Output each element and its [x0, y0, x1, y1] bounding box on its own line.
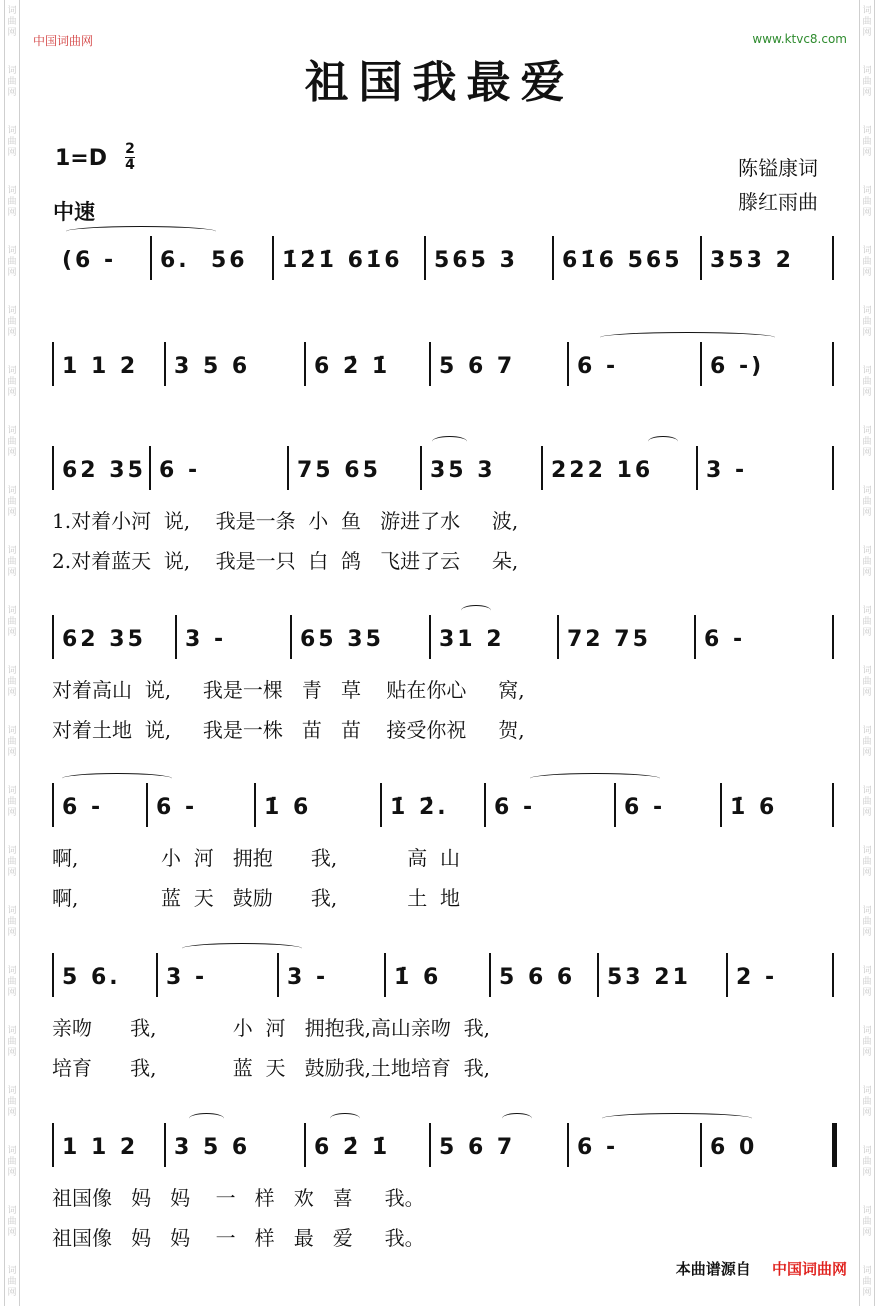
barline	[254, 783, 256, 827]
barline	[429, 1123, 431, 1167]
measure: 6 -	[577, 1135, 619, 1160]
watermark-text: 词 曲 网	[7, 546, 17, 578]
watermark-text: 词 曲 网	[7, 1146, 17, 1178]
song-title: 祖国我最爱	[304, 57, 575, 108]
tempo-marking: 中速	[53, 200, 95, 224]
barline	[380, 783, 382, 827]
lyric-line: 啊, 小 河 拥抱 我, 高 山	[52, 846, 460, 870]
watermark-text: 词 曲 网	[7, 1266, 17, 1298]
slur-arc	[189, 1113, 224, 1124]
watermark-text: 词 曲 网	[862, 546, 872, 578]
watermark-text: 词 曲 网	[7, 1026, 17, 1058]
barline	[484, 783, 486, 827]
watermark-text: 词 曲 网	[7, 966, 17, 998]
barline	[832, 446, 834, 490]
key-signature: 1=D	[55, 146, 108, 171]
barline	[304, 342, 306, 386]
barline	[567, 342, 569, 386]
measure: 2 -	[736, 965, 778, 990]
lyric-line: 啊, 蓝 天 鼓励 我, 土 地	[52, 886, 460, 910]
lyric-line: 亲吻 我, 小 河 拥抱我,高山亲吻 我,	[52, 1016, 491, 1040]
slur-arc	[600, 332, 775, 343]
slur-arc	[648, 436, 678, 447]
measure: 6 -)	[710, 354, 765, 379]
watermark-text: 词 曲 网	[862, 1086, 872, 1118]
measure: 565 3	[434, 248, 518, 273]
lyric-line: 祖国像 妈 妈 一 样 最 爱 我。	[52, 1226, 425, 1250]
measure: 5 6 6	[499, 965, 576, 990]
measure: 1̇ 6	[730, 795, 778, 820]
watermark-text: 词 曲 网	[7, 1086, 17, 1118]
lyric-line: 1.对着小河 说, 我是一条 小 鱼 游进了水 波,	[52, 509, 519, 533]
watermark-text: 词 曲 网	[862, 426, 872, 458]
measure: 6 -	[494, 795, 536, 820]
measure: 65 35	[300, 627, 384, 652]
notes-line	[52, 248, 834, 288]
measure: 6 -	[577, 354, 619, 379]
watermark-text: 词 曲 网	[862, 306, 872, 338]
barline	[164, 1123, 166, 1167]
barline	[832, 783, 834, 827]
measure: 1 1 2	[62, 354, 139, 379]
measure: 1̇2̇1̇ 61̇6	[282, 248, 403, 273]
measure: 1̇ 6	[264, 795, 312, 820]
watermark-text: 词 曲 网	[7, 666, 17, 698]
barline	[597, 953, 599, 997]
notes-line	[52, 795, 834, 835]
barline	[164, 342, 166, 386]
barline	[52, 446, 54, 490]
notes-line	[52, 458, 834, 498]
slur-arc	[66, 226, 216, 237]
barline	[52, 953, 54, 997]
watermark-text: 词 曲 网	[862, 966, 872, 998]
barline	[832, 615, 834, 659]
slur-arc	[330, 1113, 360, 1124]
barline	[52, 1123, 54, 1167]
watermark-text: 词 曲 网	[7, 606, 17, 638]
lyric-line: 对着土地 说, 我是一株 苗 苗 接受你祝 贺,	[52, 718, 525, 742]
barline	[290, 615, 292, 659]
slur-arc	[602, 1113, 752, 1124]
measure: 62 35	[62, 627, 146, 652]
barline	[832, 1123, 837, 1167]
measure: 53 21	[607, 965, 691, 990]
notes-line	[52, 965, 834, 1005]
measure: 6 0	[710, 1135, 758, 1160]
barline	[557, 615, 559, 659]
watermark-text: 词 曲 网	[7, 1206, 17, 1238]
site-name-left[interactable]: 中国词曲网	[33, 34, 94, 48]
composer-credit: 滕红雨曲	[738, 190, 818, 214]
barline	[272, 236, 274, 280]
footer-source	[676, 1258, 847, 1279]
barline	[614, 783, 616, 827]
barline	[384, 953, 386, 997]
watermark-text: 词 曲 网	[862, 366, 872, 398]
watermark-text: 词 曲 网	[7, 726, 17, 758]
measure: 5 6 7	[439, 1135, 516, 1160]
measure: 31 2	[439, 627, 505, 652]
barline	[52, 615, 54, 659]
barline	[700, 1123, 702, 1167]
lyric-line: 祖国像 妈 妈 一 样 欢 喜 我。	[52, 1186, 425, 1210]
barline	[696, 446, 698, 490]
measure: 6 -	[704, 627, 746, 652]
barline	[304, 1123, 306, 1167]
watermark-text: 词 曲 网	[7, 846, 17, 878]
measure: 5 6 7	[439, 354, 516, 379]
measure: 3 -	[287, 965, 329, 990]
barline	[832, 342, 834, 386]
watermark-text: 词 曲 网	[7, 426, 17, 458]
watermark-text: 词 曲 网	[7, 186, 17, 218]
watermark-text: 词 曲 网	[7, 486, 17, 518]
watermark-text: 词 曲 网	[862, 6, 872, 38]
site-url-right[interactable]: www.ktvc8.com	[752, 32, 847, 46]
barline	[720, 783, 722, 827]
watermark-text: 词 曲 网	[862, 846, 872, 878]
watermark-text: 词 曲 网	[7, 6, 17, 38]
barline	[175, 615, 177, 659]
lyric-line: 对着高山 说, 我是一棵 青 草 贴在你心 窝,	[52, 678, 525, 702]
measure: 6 -	[624, 795, 666, 820]
notes-line	[52, 354, 834, 394]
barline	[150, 236, 152, 280]
watermark-text: 词 曲 网	[7, 306, 17, 338]
measure: 1̇ 2̇.	[390, 795, 449, 820]
measure: 1 1 2	[62, 1135, 139, 1160]
barline	[146, 783, 148, 827]
measure: 6 -	[62, 795, 104, 820]
watermark-text: 词 曲 网	[7, 246, 17, 278]
watermark-text: 词 曲 网	[862, 1206, 872, 1238]
barline	[700, 236, 702, 280]
measure: 353 2	[710, 248, 794, 273]
measure: 5 6.	[62, 965, 121, 990]
watermark-text: 词 曲 网	[862, 1026, 872, 1058]
watermark-text: 词 曲 网	[862, 186, 872, 218]
footer-brand-link[interactable]: 中国词曲网	[771, 1260, 847, 1278]
barline	[429, 342, 431, 386]
time-signature-bottom: 4	[125, 157, 135, 173]
barline	[700, 342, 702, 386]
left-watermark-strip	[4, 0, 20, 1306]
measure: 35 3	[430, 458, 496, 483]
measure: 6 2̇ 1̇	[314, 354, 391, 379]
slur-arc	[461, 605, 491, 616]
watermark-text: 词 曲 网	[862, 66, 872, 98]
measure: (6 -	[62, 248, 117, 273]
watermark-text: 词 曲 网	[862, 1266, 872, 1298]
measure: 62 35	[62, 458, 146, 483]
watermark-text: 词 曲 网	[862, 486, 872, 518]
time-signature	[125, 143, 135, 172]
watermark-text: 词 曲 网	[862, 246, 872, 278]
measure: 1̇ 6	[394, 965, 442, 990]
watermark-text: 词 曲 网	[862, 906, 872, 938]
watermark-text: 词 曲 网	[7, 126, 17, 158]
barline	[832, 236, 834, 280]
measure: 61̇6 565	[562, 248, 683, 273]
barline	[52, 342, 54, 386]
barline	[156, 953, 158, 997]
measure: 3 -	[166, 965, 208, 990]
measure: 6 -	[159, 458, 201, 483]
slur-arc	[432, 436, 467, 447]
measure: 6. 56	[160, 248, 248, 273]
measure: 6 -	[156, 795, 198, 820]
barline	[567, 1123, 569, 1167]
barline	[694, 615, 696, 659]
watermark-text: 词 曲 网	[862, 606, 872, 638]
barline	[287, 446, 289, 490]
watermark-text: 词 曲 网	[7, 786, 17, 818]
measure: 3 5 6	[174, 1135, 251, 1160]
lyricist-credit: 陈镒康词	[738, 156, 818, 180]
watermark-text: 词 曲 网	[862, 126, 872, 158]
watermark-text: 词 曲 网	[862, 726, 872, 758]
watermark-text: 词 曲 网	[7, 906, 17, 938]
barline	[541, 446, 543, 490]
barline	[420, 446, 422, 490]
barline	[832, 953, 834, 997]
measure: 75 65	[297, 458, 381, 483]
slur-arc	[530, 773, 660, 784]
measure: 3 5 6	[174, 354, 251, 379]
watermark-text: 词 曲 网	[7, 66, 17, 98]
notes-line	[52, 1135, 834, 1175]
barline	[726, 953, 728, 997]
right-watermark-strip	[859, 0, 875, 1306]
slur-arc	[502, 1113, 532, 1124]
watermark-text: 词 曲 网	[7, 366, 17, 398]
barline	[552, 236, 554, 280]
barline	[489, 953, 491, 997]
notes-line	[52, 627, 834, 667]
time-signature-top: 2	[125, 141, 135, 157]
slur-arc	[182, 943, 302, 954]
barline	[277, 953, 279, 997]
measure: 3 -	[185, 627, 227, 652]
watermark-text: 词 曲 网	[862, 1146, 872, 1178]
lyric-line: 2.对着蓝天 说, 我是一只 白 鸽 飞进了云 朵,	[52, 549, 519, 573]
barline	[149, 446, 151, 490]
barline	[429, 615, 431, 659]
barline	[52, 783, 54, 827]
lyric-line: 培育 我, 蓝 天 鼓励我,土地培育 我,	[52, 1056, 491, 1080]
measure: 72 75	[567, 627, 651, 652]
measure: 6 2̇ 1̇	[314, 1135, 391, 1160]
footer-source-label: 本曲谱源自	[675, 1260, 751, 1278]
measure: 222 16	[551, 458, 654, 483]
barline	[424, 236, 426, 280]
measure: 3 -	[706, 458, 748, 483]
watermark-text: 词 曲 网	[862, 786, 872, 818]
slur-arc	[62, 773, 172, 784]
watermark-text: 词 曲 网	[862, 666, 872, 698]
